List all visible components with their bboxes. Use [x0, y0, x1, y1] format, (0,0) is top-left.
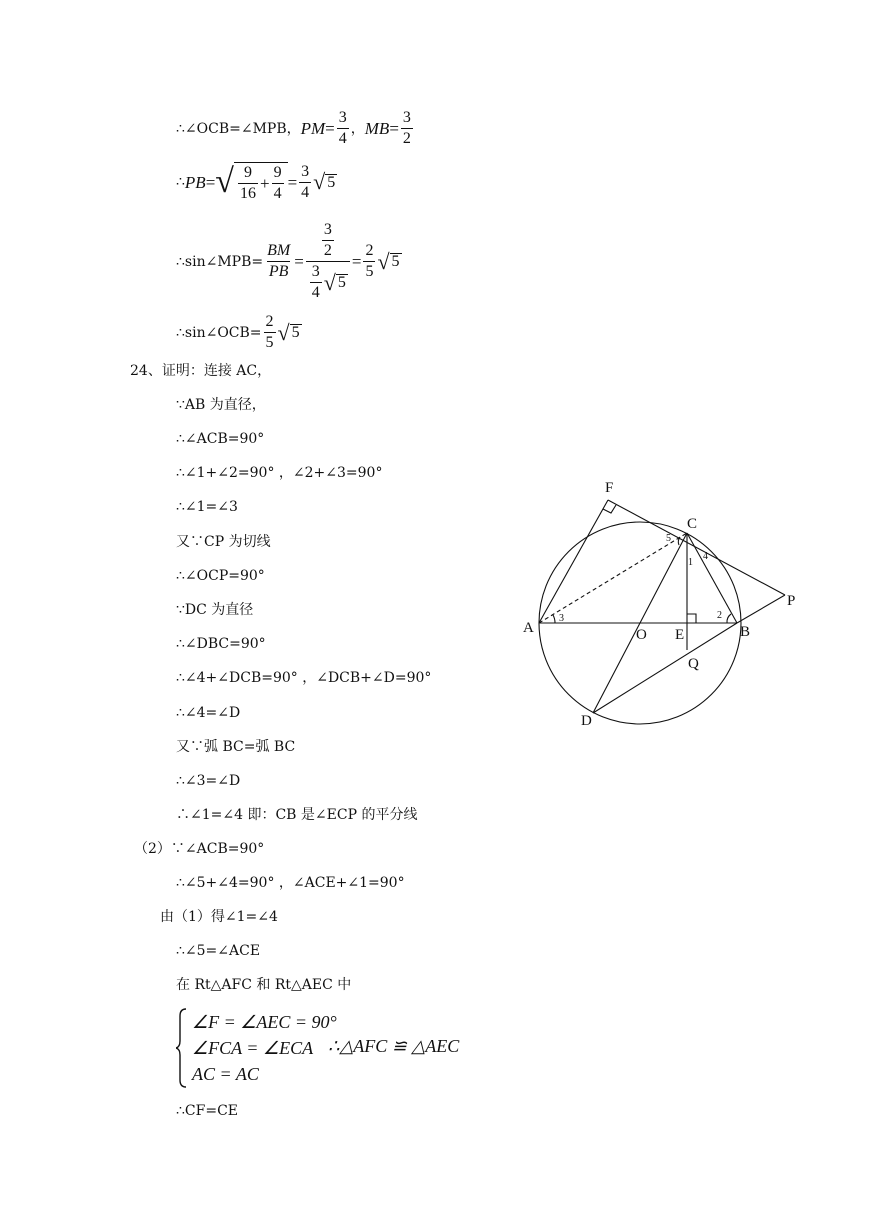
- arc-angle-2: [727, 614, 731, 623]
- radicand: 5: [327, 173, 336, 191]
- equals: =: [325, 119, 335, 138]
- segment-af: [539, 500, 608, 623]
- right-angle-e: [687, 614, 696, 623]
- left-brace: [176, 1008, 188, 1088]
- frac-bm-pb: $\frac{BM}{PB}$: [267, 242, 291, 280]
- label-c: C: [687, 516, 698, 532]
- congruence-system: [176, 1008, 486, 1094]
- therefore: ∴: [176, 174, 185, 190]
- final-line: ∴CF=CE: [176, 1103, 238, 1119]
- dashed-ac: [539, 533, 687, 623]
- angle-label-4: 4: [703, 551, 708, 562]
- mb-fraction: $\frac{3}{2}$: [402, 109, 411, 147]
- proof-line: 由（1）得∠1=∠4: [160, 909, 278, 925]
- sin-mpb-text: ∴sin∠MPB=: [176, 253, 264, 270]
- arc-angle-5: [678, 537, 680, 545]
- angle-label-5: 5: [666, 533, 671, 544]
- system-row: ∠F = ∠AEC = 90°: [192, 1012, 337, 1032]
- frac-2-5: $\frac{2}{5}$: [365, 242, 374, 280]
- proof-line: 又∵弧 BC=弧 BC: [176, 739, 296, 755]
- angle-label-2: 2: [717, 610, 722, 621]
- sqrt-sign: √: [377, 248, 390, 274]
- text-ocb-mpb: ∴∠OCB=∠MPB，: [176, 120, 301, 137]
- label-q: Q: [688, 656, 699, 672]
- label-e: E: [675, 627, 685, 643]
- pb-symbol: PB: [184, 172, 206, 192]
- system-row: ∠FCA = ∠ECA: [192, 1038, 314, 1058]
- radicand: 5: [337, 274, 346, 291]
- segment-bp: [737, 595, 785, 623]
- proof-line: ∵DC 为直径: [176, 602, 254, 618]
- proof-line: ∴∠1=∠3: [176, 499, 238, 515]
- proof-line: 24、证明：连接 AC，: [130, 363, 272, 379]
- equals: =: [351, 252, 362, 271]
- equals: =: [389, 119, 399, 138]
- angle-label-3: 3: [559, 613, 564, 624]
- radicand: 5: [291, 324, 300, 341]
- frac-2-5: $\frac{2}{5}$: [265, 313, 274, 351]
- proof-line: （2）∵∠ACB=90°: [134, 841, 265, 857]
- mb-symbol: MB: [364, 119, 390, 138]
- equals: =: [205, 172, 216, 192]
- frac-3-2: $\frac{3}{2}$: [323, 221, 332, 259]
- label-f: F: [605, 480, 614, 496]
- segment-db: [593, 623, 737, 713]
- label-b: B: [740, 624, 751, 640]
- angle-label-1: 1: [688, 557, 693, 568]
- label-d: D: [581, 713, 592, 729]
- proof-line: ∴∠5=∠ACE: [176, 943, 261, 959]
- frac-9-4: $\frac{9}{4}$: [273, 164, 282, 202]
- line-fp: [608, 500, 785, 595]
- proof-line: 又∵CP 为切线: [176, 534, 271, 550]
- radicand: 5: [391, 253, 400, 270]
- sqrt-sign: √: [215, 163, 234, 200]
- frac-3-4: 3 4: [311, 263, 320, 301]
- label-p: P: [787, 593, 796, 609]
- geometry-figure: [515, 475, 815, 735]
- frac-3-4: $\frac{3}{4}$: [301, 162, 310, 201]
- proof-line: ∴∠DBC=90°: [176, 636, 266, 652]
- proof-line: ∴∠1+∠2=90° ，∠2+∠3=90°: [176, 465, 383, 481]
- proof-line: ∴∠4+∠DCB=90° ，∠DCB+∠D=90°: [176, 670, 432, 686]
- sqrt-sign: √: [313, 169, 326, 194]
- proof-line: ∴∠4=∠D: [176, 705, 241, 721]
- proof-line: ∴∠3=∠D: [176, 773, 241, 789]
- equals: =: [294, 252, 304, 271]
- line-sin-ocb: [176, 314, 302, 351]
- system-row: AC = AC: [192, 1064, 259, 1084]
- frac-9-16: 9 16: [239, 164, 256, 202]
- proof-line: ∴∠1=∠4 即：CB 是∠ECP 的平分线: [176, 807, 418, 823]
- equals: =: [287, 172, 298, 192]
- proof-line: ∴∠OCP=90°: [176, 568, 265, 584]
- sin-ocb-text: ∴sin∠OCB=: [176, 324, 262, 341]
- line-ocb-mpb: [176, 110, 415, 147]
- segment-cb: [687, 533, 737, 623]
- sqrt-body: [234, 162, 288, 202]
- complex-fraction: [306, 222, 350, 301]
- sqrt-sign: √: [323, 269, 336, 295]
- sqrt-sign: √: [277, 319, 290, 345]
- system-conclusion: ∴△AFC ≌ △AEC: [328, 1036, 460, 1056]
- separator: ，: [350, 120, 365, 137]
- proof-line: ∵AB 为直径，: [176, 397, 266, 413]
- arc-angle-3: [553, 615, 555, 623]
- line-pb: [176, 162, 337, 202]
- proof-line: 在 Rt△AFC 和 Rt△AEC 中: [176, 977, 352, 993]
- proof-line: ∴∠5+∠4=90° ，∠ACE+∠1=90°: [176, 875, 405, 891]
- pm-fraction: $\frac{3}{4}$: [338, 109, 347, 147]
- label-o: O: [636, 627, 647, 643]
- line-sin-mpb: [176, 222, 402, 301]
- pm-symbol: PM: [300, 119, 326, 138]
- plus: +: [259, 174, 270, 193]
- proof-line: ∴∠ACB=90°: [176, 431, 265, 447]
- label-a: A: [523, 620, 534, 636]
